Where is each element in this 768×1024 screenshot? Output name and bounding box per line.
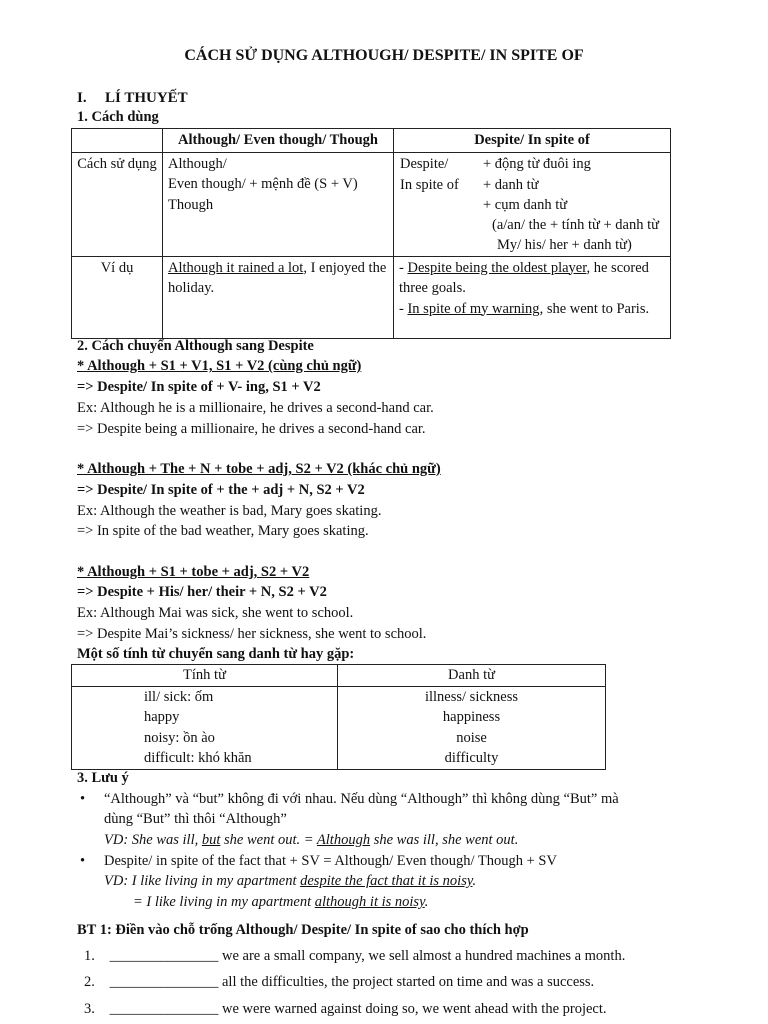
fill-blank[interactable]: _______________ [109,1001,219,1017]
rule-example: Ex: Although he is a millionaire, he drives a second-hand car. [77,400,434,416]
table-header-although: Although/ Even though/ Though [163,129,394,153]
despite-example-1 [399,258,665,299]
noun-list [338,686,606,769]
list-item: noisy: ồn ào [144,729,215,746]
rule-noun-phrase-detail-1: (a/an/ the + tính từ + danh từ [492,216,659,233]
despite-example-phrase: Despite being the oldest player [407,259,587,276]
dash: - [399,300,408,317]
usage-table [71,128,671,339]
rule-noun-phrase: + cụm danh từ [483,196,568,213]
although-usage-cell [163,152,394,256]
example-text: she went out. = [220,832,317,848]
in-spite-of-form: In spite of [400,176,459,193]
exercise-item [84,972,594,993]
item-text: all the difficulties, the project started on time and was a success. [222,974,595,990]
rule-example: Ex: Although the weather is bad, Mary goes skating. [77,503,382,519]
item-number: 1. [84,948,95,964]
rule-pattern: * Although + The + N + tobe + adj, S2 + V2 (khác chủ ngữ) [77,461,441,477]
example-text: she was ill, she went out. [370,832,519,848]
adjective-list [72,686,338,769]
although-example-clause: Although it rained a lot [168,259,304,276]
fill-blank[interactable]: _______________ [109,974,219,990]
row-label-usage: Cách sử dụng [72,152,163,256]
subsection-heading-convert: 2. Cách chuyển Although sang Despite [77,338,314,354]
rule-conversion: => Despite/ In spite of + V- ing, S1 + V2 [77,379,321,395]
although-example-cell [163,256,394,338]
despite-form: Despite/ [400,155,449,172]
rule-noun: + danh từ [483,176,539,193]
list-item: ill/ sick: ốm [144,688,214,705]
row-label-example: Ví dụ [72,256,163,338]
example-text: . [472,873,477,889]
rule-result: => Despite being a millionaire, he drives a second-hand car. [77,421,426,437]
bullet-icon: • [80,853,86,869]
item-text: we are a small company, we sell almost a hundred machines a month. [222,948,626,964]
list-item: difficult: khó khăn [144,750,252,766]
note-2-line-1: Despite/ in spite of the fact that + SV = Although/ Even though/ Though + SV [104,853,557,869]
fill-blank[interactable]: _______________ [109,948,219,964]
rule-pattern: * Although + S1 + V1, S1 + V2 (cùng chủ ngữ) [77,358,362,374]
note-1-line-1: “Although” và “but” không đi với nhau. Nếu dùng “Although” thì không dùng “But” mà [104,791,619,807]
exercise-item [84,946,625,967]
subsection-heading-usage: 1. Cách dùng [77,109,159,125]
table-header-despite: Despite/ In spite of [394,129,671,153]
example-highlight: although it is noisy [314,894,425,910]
item-text: we were warned against doing so, we went ahead with the project. [222,1001,607,1017]
example-text: VD: I like living in my apartment [104,873,301,889]
note-2-example-2 [133,892,428,913]
in-spite-of-example-phrase: In spite of my warning [407,300,540,317]
list-item: illness/ sickness [424,688,519,705]
rule-conversion: => Despite/ In spite of + the + adj + N, S2 + V2 [77,482,365,498]
exercise-heading: BT 1: Điền vào chỗ trống Although/ Despite/ In spite of sao cho thích hợp [77,922,529,938]
in-spite-of-example-rest: , she went to Paris. [539,300,650,317]
section-title: LÍ THUYẾT [105,90,188,106]
in-spite-of-example [399,299,665,320]
rule-result: => In spite of the bad weather, Mary goes skating. [77,523,369,539]
although-example-rest: , I enjoyed the holiday. [168,259,387,296]
list-item: happy [144,709,180,725]
list-item: noise [456,729,487,746]
rule-noun-phrase-detail-2: My/ his/ her + danh từ) [497,236,632,253]
despite-example-cell [394,256,671,338]
table-header-empty [72,129,163,153]
list-item: difficulty [444,750,499,766]
list-item: happiness [442,709,501,725]
item-number: 3. [84,1001,95,1017]
example-highlight: Although [316,832,371,848]
adjective-noun-table [71,664,606,770]
note-1-example [104,830,518,851]
document-title: CÁCH SỬ DỤNG ALTHOUGH/ DESPITE/ IN SPITE OF [184,47,584,64]
example-text: . [424,894,429,910]
note-1-line-2: dùng “But” thì thôi “Although” [104,811,287,827]
example-highlight: but [201,832,221,848]
rule-result: => Despite Mai’s sickness/ her sickness, she went to school. [77,626,427,642]
section-heading [77,88,188,109]
despite-example-rest: , he scored three goals. [399,259,649,296]
example-highlight: despite the fact that it is noisy [300,873,473,889]
section-number: I. [77,90,87,106]
rule-pattern: * Although + S1 + tobe + adj, S2 + V2 [77,564,310,580]
exercise-item [84,999,607,1020]
item-number: 2. [84,974,95,990]
adjective-noun-heading: Một số tính từ chuyển sang danh từ hay gặp: [77,646,355,662]
note-2-example [104,871,476,892]
example-text: = I like living in my apartment [133,894,315,910]
even-though-form: Even though/ + mệnh đề (S + V) [168,176,358,192]
example-text: VD: She was ill, [104,832,202,848]
rule-example: Ex: Although Mai was sick, she went to school. [77,605,354,621]
bullet-icon: • [80,791,86,807]
subsection-heading-notes: 3. Lưu ý [77,770,129,786]
dash: - [399,259,408,276]
rule-gerund: + động từ đuôi ing [483,155,591,172]
table-header-adjective: Tính từ [72,665,338,687]
though-form: Though [168,196,214,213]
despite-usage-cell [394,152,671,256]
although-form: Although/ [168,155,227,172]
table-header-noun: Danh từ [338,665,606,687]
rule-conversion: => Despite + His/ her/ their + N, S2 + V2 [77,584,327,600]
